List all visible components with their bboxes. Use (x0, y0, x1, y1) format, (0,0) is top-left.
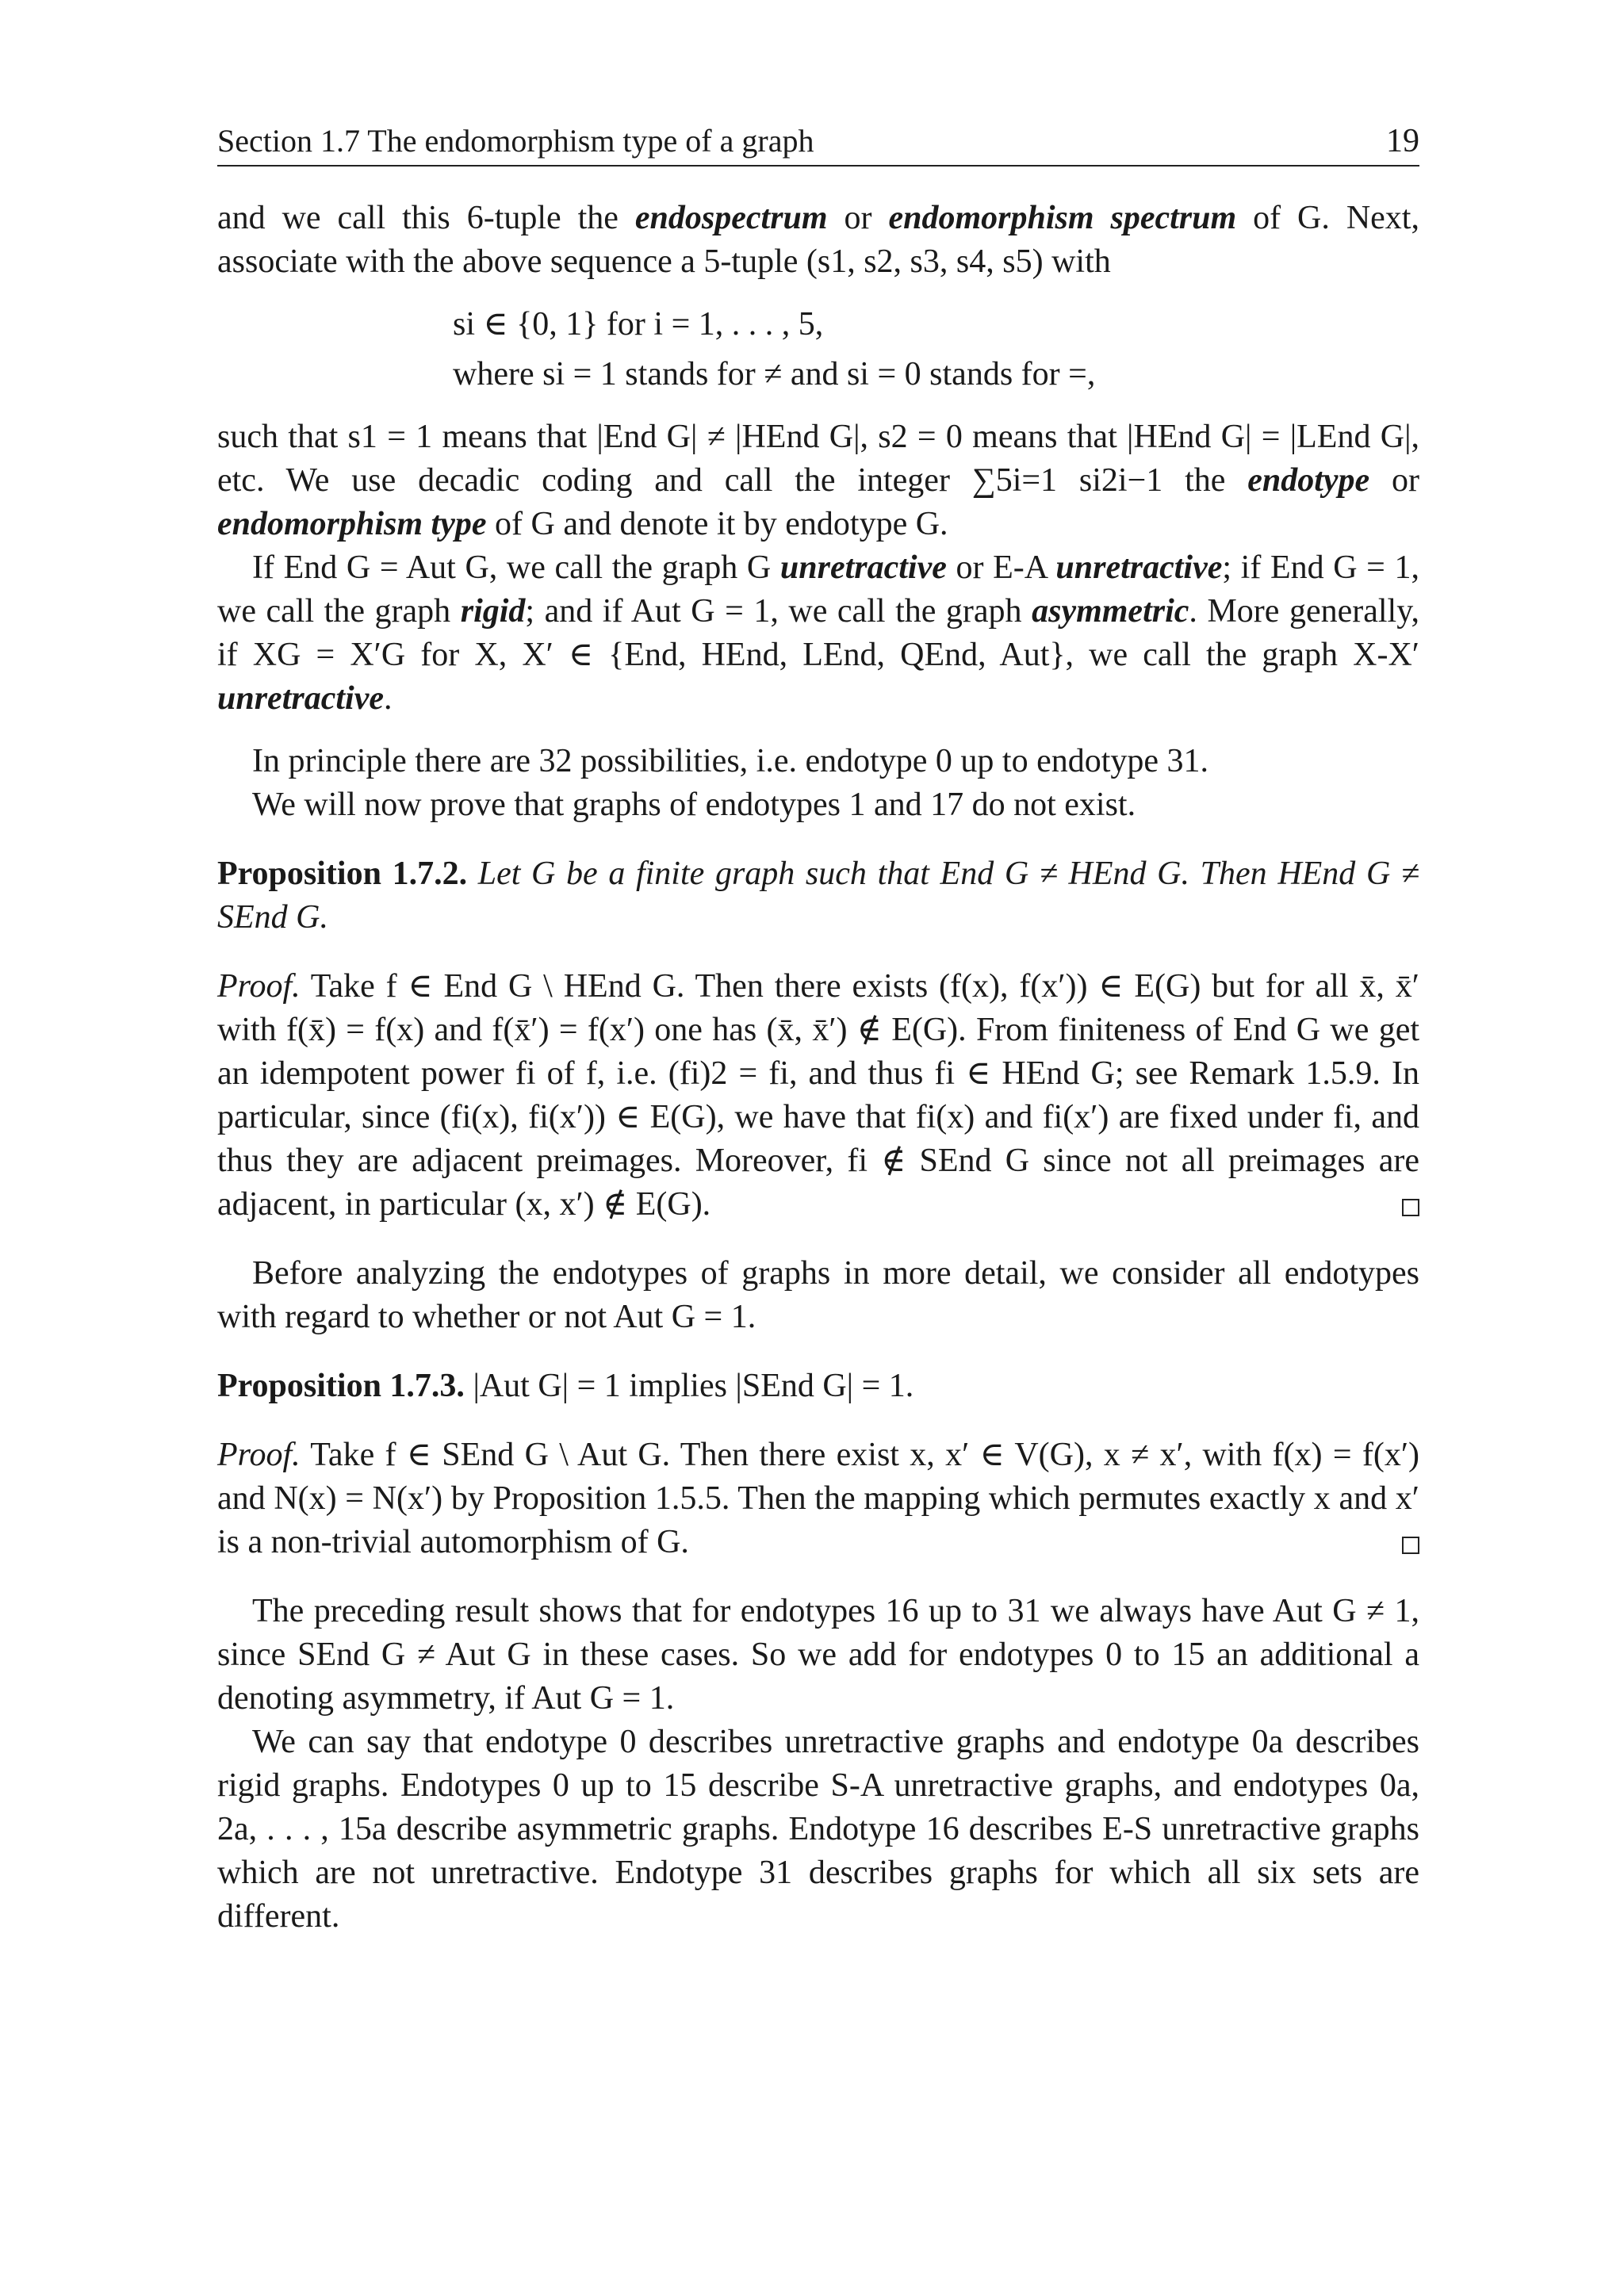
text-run: or E-A (946, 549, 1056, 586)
proof-body: Take f ∈ SEnd G \ Aut G. Then there exist x, x′ ∈ V(G), x ≠ x′, with f(x) = f(x′) and N(x) = N(x′) by Proposition 1.5.5. Then the mapping which permutes exactly x and x′ is a non-trivial automorphism of G. (217, 1437, 1419, 1560)
page (217, 119, 1419, 1939)
text-run: If End G = Aut G, we call the graph G (252, 549, 780, 586)
running-head (217, 119, 1419, 167)
text-run: ; and if Aut G = 1, we call the graph (525, 593, 1032, 630)
term-endomorphism-type: endomorphism type (217, 506, 487, 542)
term-endotype: endotype (1247, 462, 1370, 499)
text-run: of G and denote it by endotype G. (486, 506, 948, 542)
term-endomorphism-spectrum: endomorphism spectrum (888, 200, 1237, 236)
proposition-1-7-3 (217, 1365, 1419, 1408)
display-formula-2: where si = 1 stands for ≠ and si = 0 stands for =, (453, 356, 1096, 392)
qed-icon (1402, 1199, 1419, 1216)
paragraph-endotype-descriptions: We can say that endotype 0 describes unretractive graphs and endotype 0a describes rigid graphs. Endotypes 0 up to 15 describe S-A unretractive graphs, and endotypes 0a, 2a, . . . , 15a describe asymmetric graphs. Endotype 16 describes E-S unretractive graphs which are not unretractive. Endotype 31 describes graphs for which all six sets are different. (217, 1724, 1419, 1935)
paragraph-endotype (217, 415, 1419, 546)
qed-icon (1402, 1537, 1419, 1554)
proposition-statement: Let G be a finite graph such that End G ≠ HEnd G. Then HEnd G ≠ SEnd G. (217, 856, 1419, 936)
paragraph-nonexistence: We will now prove that graphs of endotypes 1 and 17 do not exist. (252, 787, 1136, 823)
text-run: and we call this 6-tuple the (217, 200, 635, 236)
proof-2 (217, 1434, 1419, 1564)
text-run: or (827, 200, 889, 236)
text-run: of G. Next, associate with the above sequence a 5-tuple (s1, s2, s3, s4, s5) with (217, 200, 1419, 280)
section-title: Section 1.7 The endomorphism type of a graph (217, 123, 814, 159)
paragraph-before-analyzing: Before analyzing the endotypes of graphs in more detail, we consider all endotypes with regard to whether or not Aut G = 1. (217, 1255, 1419, 1335)
proof-body: Take f ∈ End G \ HEnd G. Then there exists (f(x), f(x′)) ∈ E(G) but for all x̄, x̄′ with f(x̄) = f(x) and f(x̄′) = f(x′) one has (x̄, x̄′) ∉ E(G). From finiteness of End G we get an idempotent power fi of f, i.e. (fi)2 = fi, and thus fi ∈ HEnd G; see Remark 1.5.9. In particular, since (fi(x), fi(x′)) ∈ E(G), we have that fi(x) and fi(x′) are fixed under fi, and thus they are adjacent preimages. Moreover, fi ∉ SEnd G since not all preimages are adjacent, in particular (x, x′) ∉ E(G). (217, 968, 1419, 1223)
text-run: ; if End G = 1, we call the graph (217, 549, 1419, 630)
proposition-label: Proposition 1.7.2. (217, 856, 468, 892)
paragraph-unretractive (217, 546, 1419, 721)
term-unretractive: unretractive (217, 680, 384, 717)
term-unretractive: unretractive (1055, 549, 1223, 586)
proposition-label: Proposition 1.7.3. (217, 1368, 465, 1404)
proof-label: Proof. (217, 968, 301, 1005)
text-run: . (383, 680, 393, 717)
proof-1 (217, 965, 1419, 1227)
term-rigid: rigid (460, 593, 526, 630)
paragraph-endospectrum (217, 197, 1419, 284)
term-asymmetric: asymmetric (1032, 593, 1189, 630)
text-run: . More generally, if XG = X′G for X, X′ ∈ {End, HEnd, LEnd, QEnd, Aut}, we call the graph X-X′ (217, 593, 1419, 673)
text-run: such that s1 = 1 means that |End G| ≠ |HEnd G|, s2 = 0 means that |HEnd G| = |LEnd G|, etc. We use decadic coding and call the integer ∑5i=1 si2i−1 the (217, 419, 1419, 499)
text-run: or (1369, 462, 1419, 499)
display-formula-1: si ∈ {0, 1} for i = 1, . . . , 5, (453, 306, 824, 343)
paragraph-possibilities: In principle there are 32 possibilities, i.e. endotype 0 up to endotype 31. (252, 743, 1209, 779)
term-unretractive: unretractive (779, 549, 947, 586)
proposition-1-7-2 (217, 852, 1419, 940)
term-endospectrum: endospectrum (634, 200, 828, 236)
page-number: 19 (1386, 123, 1419, 159)
paragraph-preceding-result: The preceding result shows that for endotypes 16 up to 31 we always have Aut G ≠ 1, since SEnd G ≠ Aut G in these cases. So we add for endotypes 0 to 15 an additional a denoting asymmetry, if Aut G = 1. (217, 1593, 1419, 1717)
proof-label: Proof. (217, 1437, 301, 1473)
proposition-statement: |Aut G| = 1 implies |SEnd G| = 1. (464, 1368, 914, 1404)
